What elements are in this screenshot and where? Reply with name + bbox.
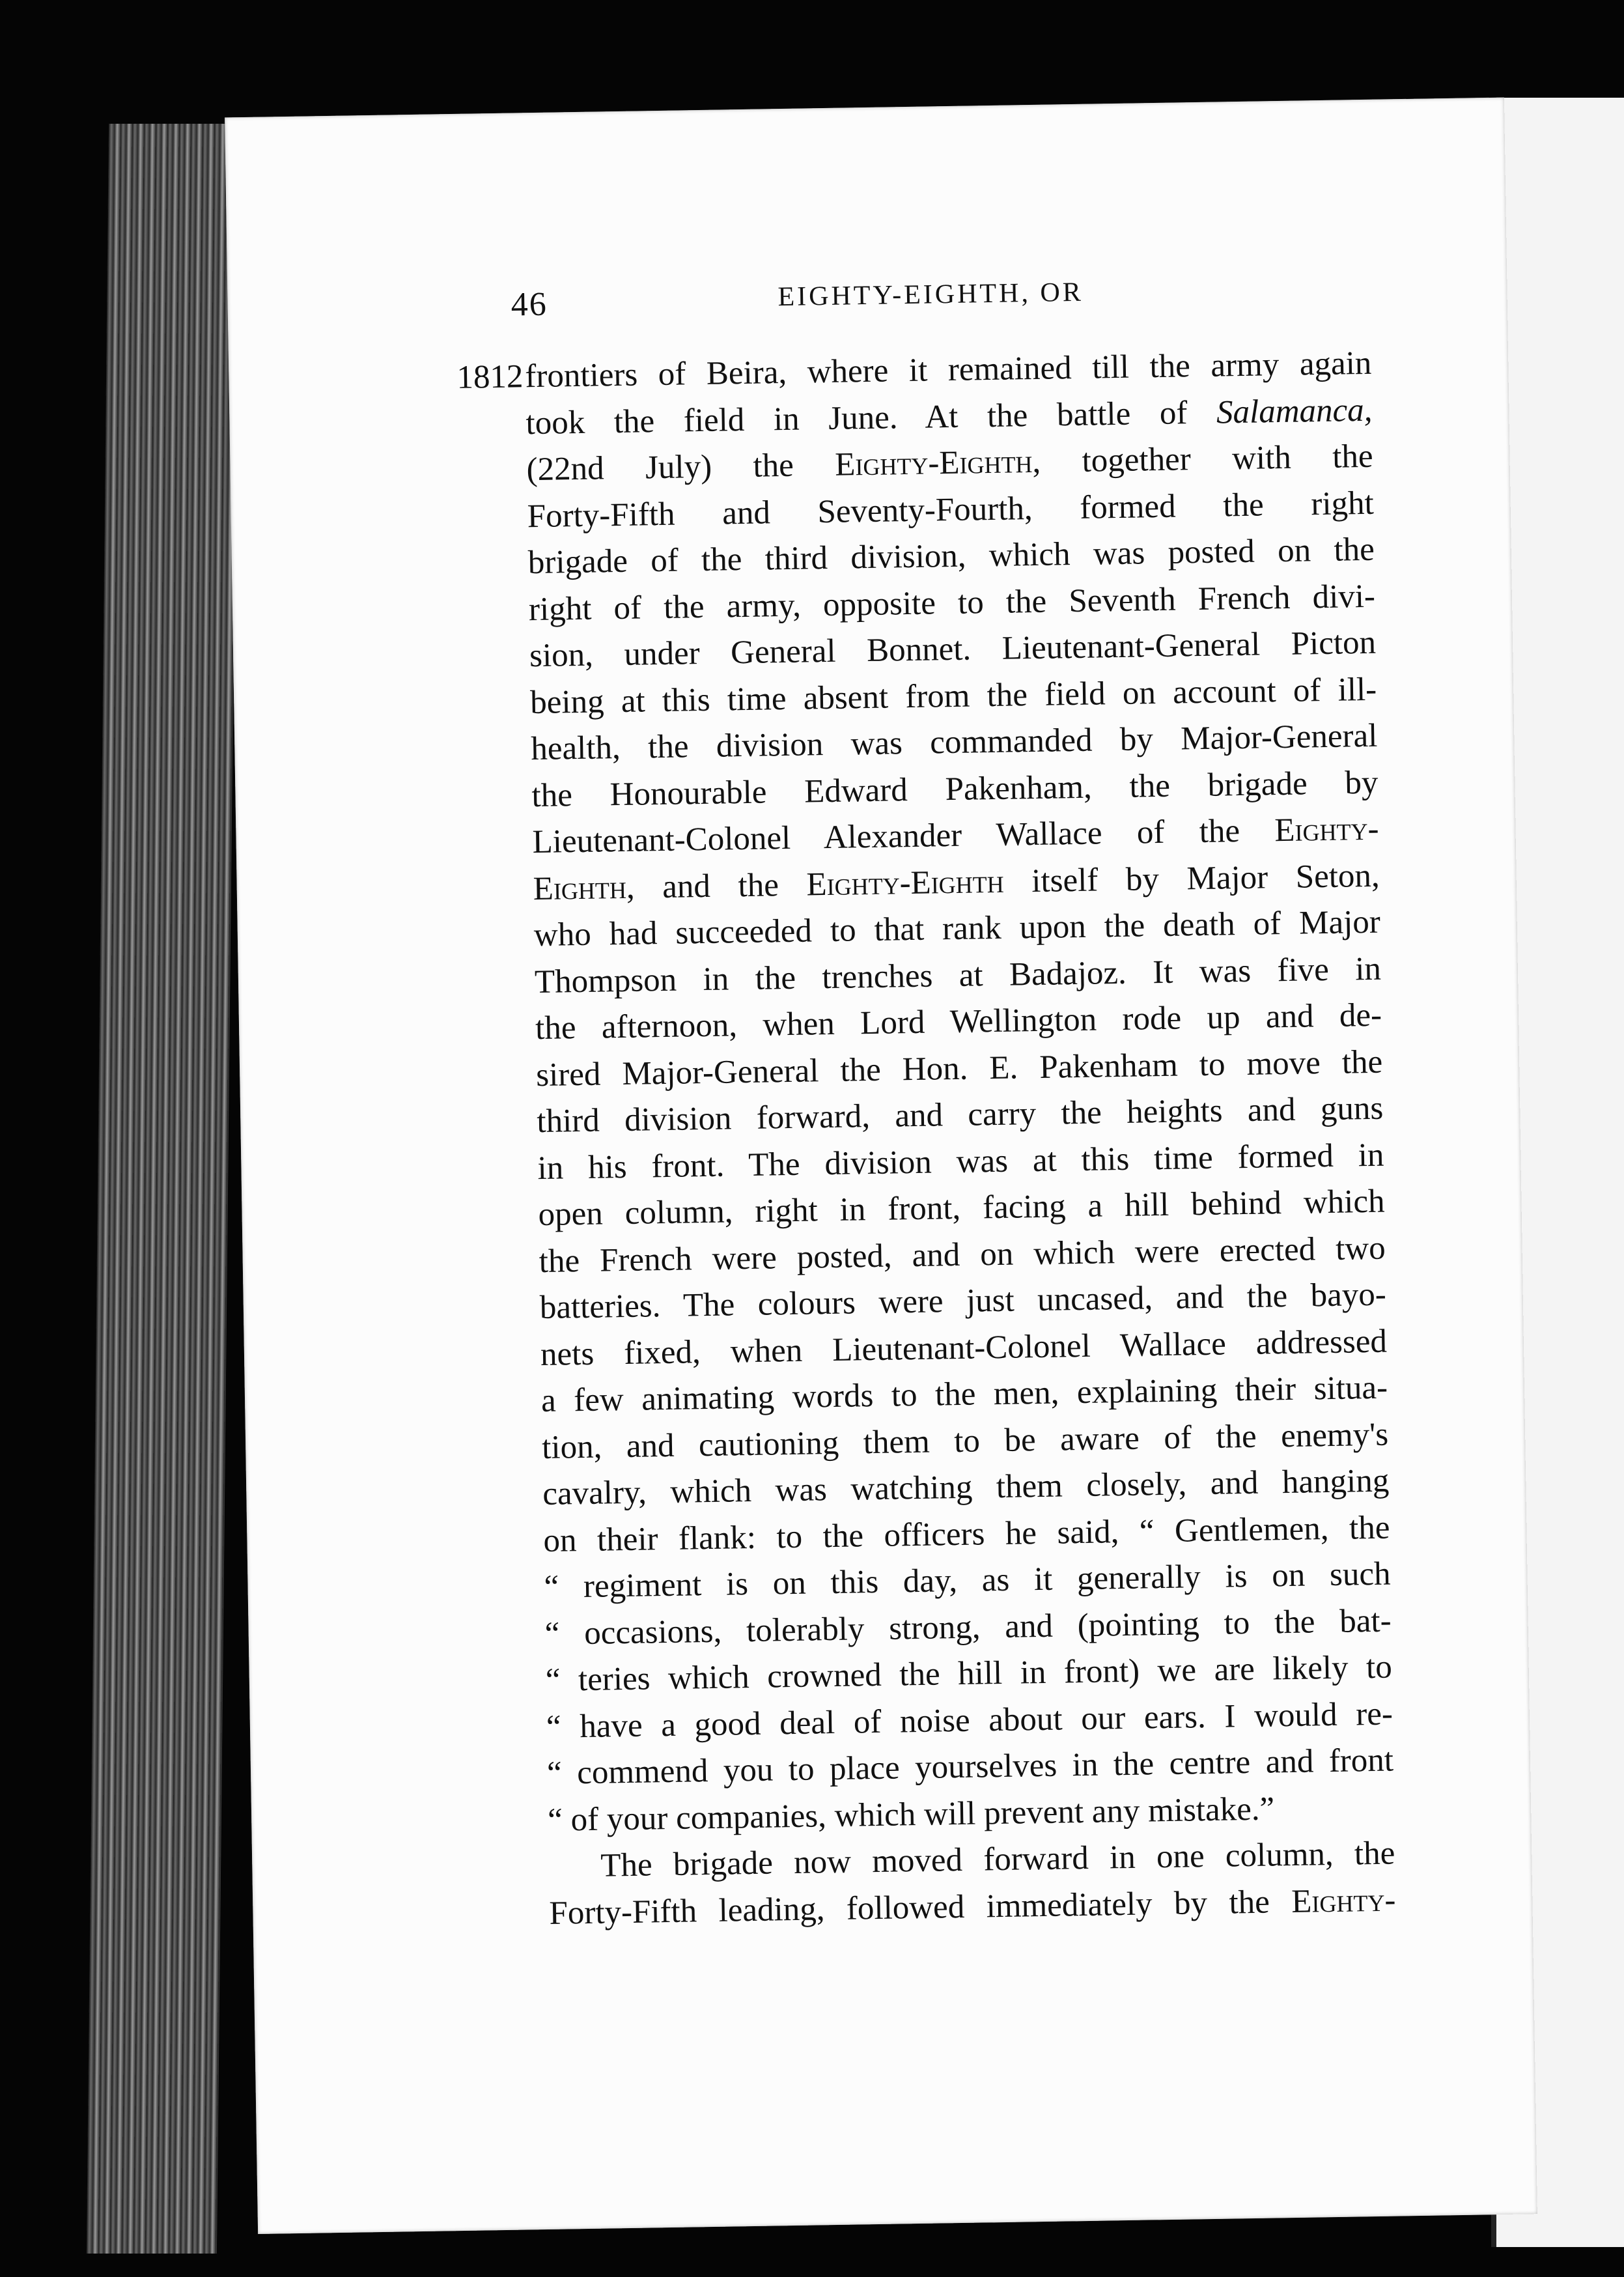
text-run: a few animating words to the men, explaining their situa- bbox=[540, 1369, 1388, 1420]
text-run: “ commend you to place yourselves in the centre and front bbox=[546, 1742, 1394, 1792]
smallcaps-text: Eighty- bbox=[1291, 1882, 1396, 1920]
book-page-edges bbox=[87, 124, 239, 2254]
smallcaps-text: Eighty-Eighth bbox=[834, 444, 1033, 483]
running-head: EIGHTY-EIGHTH, OR bbox=[777, 277, 1084, 313]
body-text bbox=[525, 341, 1396, 1937]
text-run: took the field in June. At the battle of bbox=[525, 394, 1217, 442]
text-run: sired Major-General the Hon. E. Pakenham to move the bbox=[535, 1043, 1383, 1094]
text-run: in his front. The division was at this time formed in bbox=[537, 1137, 1384, 1187]
text-run: “ have a good deal of noise about our ears. I would re- bbox=[546, 1695, 1393, 1746]
smallcaps-text: Eighty-Eighth bbox=[806, 863, 1005, 903]
margin-year: 1812 bbox=[456, 358, 524, 396]
text-run: “ occasions, tolerably strong, and (pointing to the bat- bbox=[544, 1602, 1392, 1652]
text-run: Forty-Fifth and Seventy-Fourth, formed the right bbox=[527, 485, 1375, 535]
text-run: third division forward, and carry the heights and guns bbox=[536, 1090, 1384, 1140]
text-run: Forty-Fifth leading, followed immediately by the bbox=[549, 1883, 1292, 1932]
text-run: cavalry, which was watching them closely, and hanging bbox=[542, 1462, 1390, 1513]
text-run: nets fixed, when Lieutenant-Colonel Wallace addressed bbox=[540, 1323, 1388, 1373]
text-run: sion, under General Bonnet. Lieutenant-General Picton bbox=[529, 624, 1377, 675]
italic-text: Salamanca, bbox=[1216, 391, 1373, 431]
text-run: right of the army, opposite to the Seventh French divi- bbox=[528, 578, 1376, 628]
text-run: open column, right in front, facing a hill behind which bbox=[538, 1183, 1385, 1234]
page-header bbox=[227, 270, 1507, 330]
text-run: the French were posted, and on which were erected two bbox=[539, 1230, 1386, 1280]
text-run: batteries. The colours were just uncased, and the bayo- bbox=[539, 1276, 1387, 1327]
text-run: Thompson in the trenches at Badajoz. It was five in bbox=[534, 950, 1382, 1000]
text-run: “ regiment is on this day, as it generally is on such bbox=[544, 1555, 1391, 1606]
book-page bbox=[225, 98, 1537, 2234]
text-run: the Honourable Edward Pakenham, the brigade by bbox=[531, 764, 1379, 814]
text-run: (22nd July) the bbox=[526, 446, 835, 488]
text-run: Lieutenant-Colonel Alexander Wallace of the bbox=[532, 812, 1275, 861]
text-run: on their flank: to the officers he said, “ Gentlemen, the bbox=[543, 1509, 1390, 1559]
text-run: health, the division was commanded by Major-General bbox=[530, 717, 1378, 768]
text-run: the afternoon, when Lord Wellington rode up and de- bbox=[535, 997, 1382, 1047]
text-run: itself by Major Seton, bbox=[1003, 857, 1380, 900]
text-run: The brigade now moved forward in one column, the bbox=[600, 1835, 1395, 1884]
text-run: “ of your companies, which will prevent any mistake.” bbox=[547, 1790, 1275, 1839]
smallcaps-text: Eighth bbox=[533, 869, 627, 907]
page-number: 46 bbox=[511, 285, 548, 324]
smallcaps-text: Eighty- bbox=[1274, 810, 1379, 849]
text-run: frontiers of Beira, where it remained till the army again bbox=[524, 345, 1372, 395]
text-run: “ teries which crowned the hill in front) we are likely to bbox=[545, 1648, 1393, 1699]
text-run: , together with the bbox=[1031, 438, 1373, 481]
text-run: who had succeeded to that rank upon the death of Major bbox=[533, 903, 1381, 954]
text-run: , and the bbox=[626, 866, 807, 906]
text-run: being at this time absent from the field on account of ill- bbox=[529, 671, 1377, 721]
text-run: brigade of the third division, which was posted on the bbox=[527, 531, 1375, 582]
text-run: tion, and cautioning them to be aware of the enemy's bbox=[541, 1416, 1389, 1466]
